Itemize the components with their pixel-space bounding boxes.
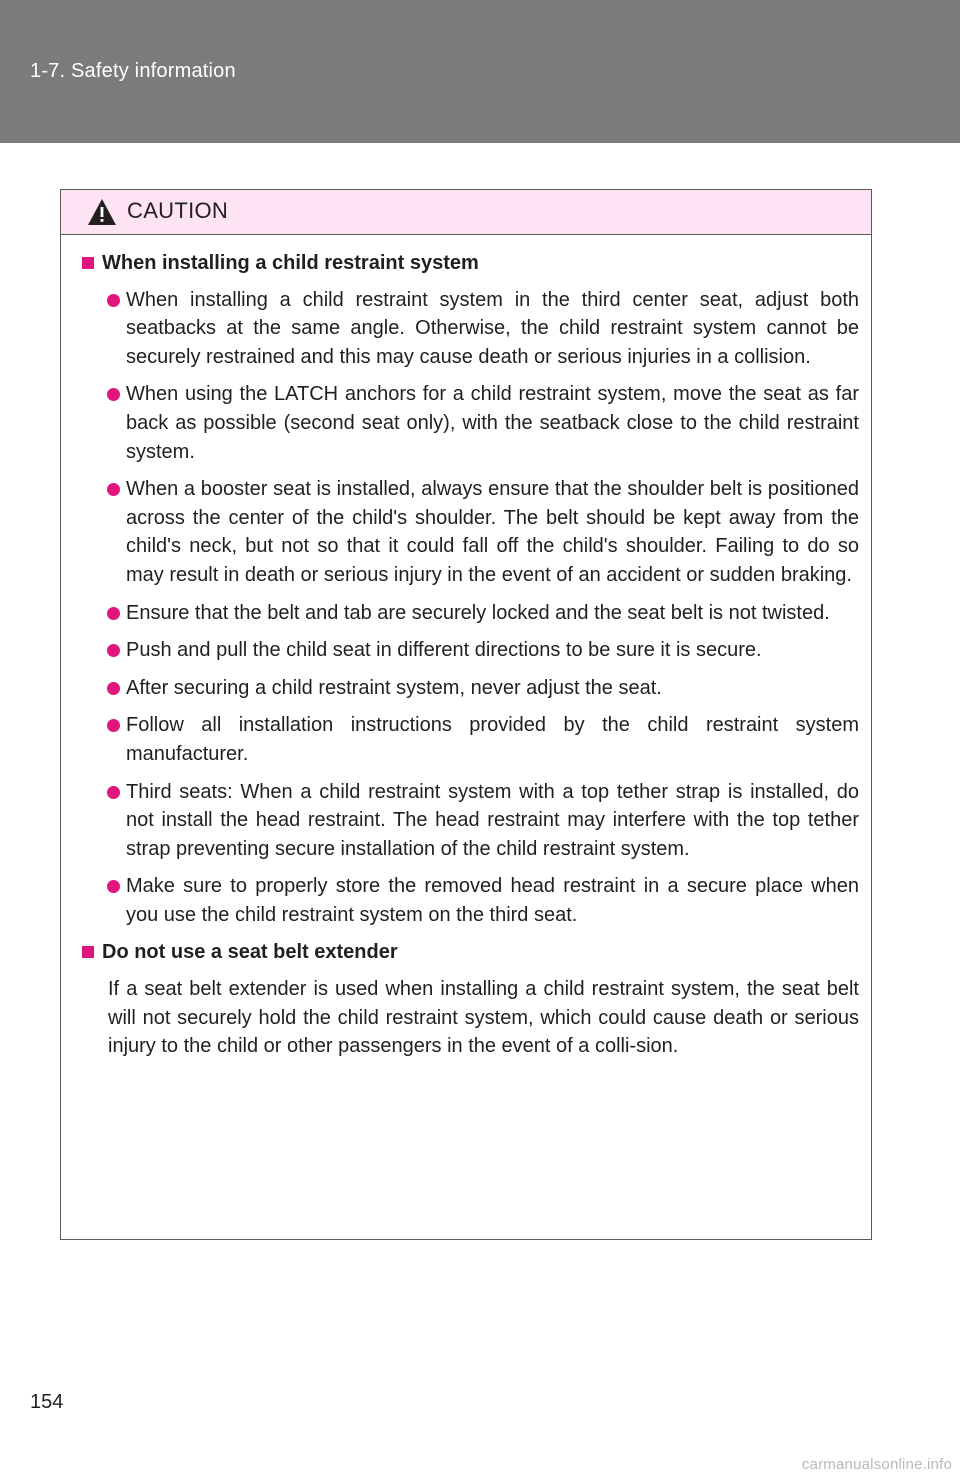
- list-item-text: Ensure that the belt and tab are securely locked and the seat belt is not twisted.: [126, 601, 830, 624]
- list-item: [79, 674, 859, 703]
- section-heading: [79, 249, 859, 278]
- circle-bullet-icon: [107, 388, 120, 401]
- circle-bullet-icon: [107, 880, 120, 893]
- caution-header: [61, 190, 871, 235]
- section-paragraph: If a seat belt extender is used when installing a child restraint system, the seat belt will not securely hold the child restraint system, which could cause death or serious injury to the child or other passengers in the event of a colli-sion.: [108, 978, 859, 1058]
- circle-bullet-icon: [107, 719, 120, 732]
- list-item-text: After securing a child restraint system, never adjust the seat.: [126, 676, 662, 699]
- circle-bullet-icon: [107, 682, 120, 695]
- page-number: 154: [30, 1391, 64, 1413]
- section-heading-text: Do not use a seat belt extender: [102, 941, 398, 964]
- list-item-text: Follow all installation instructions provided by the child restraint system manufacturer.: [126, 714, 859, 765]
- watermark: carmanualsonline.info: [801, 1456, 952, 1473]
- list-item: [79, 872, 859, 929]
- list-item-text: When using the LATCH anchors for a child restraint system, move the seat as far back as possible (second seat only), with the seatback close to the child restraint system.: [126, 383, 859, 463]
- caution-box: [60, 189, 872, 1240]
- list-item-text: When installing a child restraint system in the third center seat, adjust both seatbacks at the same angle. Otherwise, the child restraint system cannot be securely restrained and this may cause death or serious injuries in a collision.: [126, 288, 859, 368]
- circle-bullet-icon: [107, 294, 120, 307]
- circle-bullet-icon: [107, 607, 120, 620]
- list-item-text: Make sure to properly store the removed head restraint in a secure place when you use the child restraint system on the third seat.: [126, 875, 859, 926]
- list-item: [79, 778, 859, 864]
- square-bullet-icon: [82, 257, 94, 269]
- list-item: [79, 380, 859, 466]
- list-item: [79, 599, 859, 628]
- circle-bullet-icon: [107, 483, 120, 496]
- circle-bullet-icon: [107, 644, 120, 657]
- list-item-text: When a booster seat is installed, always ensure that the shoulder belt is positioned across the center of the child's shoulder. The belt should be kept away from the child's neck, but not so that it could fall off the child's shoulder. Failing to do so may result in death or serious injury in the event of an accident or sudden braking.: [126, 478, 859, 586]
- list-item: [79, 475, 859, 589]
- section-heading: [79, 938, 859, 967]
- list-item: [79, 636, 859, 665]
- header-band: [0, 0, 960, 143]
- caution-title: CAUTION: [127, 198, 229, 223]
- caution-body: [61, 235, 871, 1061]
- section-heading-text: When installing a child restraint system: [102, 252, 479, 274]
- circle-bullet-icon: [107, 786, 120, 799]
- list-item: [79, 711, 859, 768]
- warning-triangle-icon: [87, 198, 117, 226]
- list-item: [79, 286, 859, 372]
- list-item-text: Push and pull the child seat in different directions to be sure it is secure.: [126, 639, 762, 662]
- section-title: 1-7. Safety information: [30, 60, 236, 82]
- list-item-text: Third seats: When a child restraint system with a top tether strap is installed, do not install the head restraint. The head restraint may interfere with the top tether strap preventing secure installation of the child restraint system.: [126, 780, 859, 860]
- square-bullet-icon: [82, 946, 94, 958]
